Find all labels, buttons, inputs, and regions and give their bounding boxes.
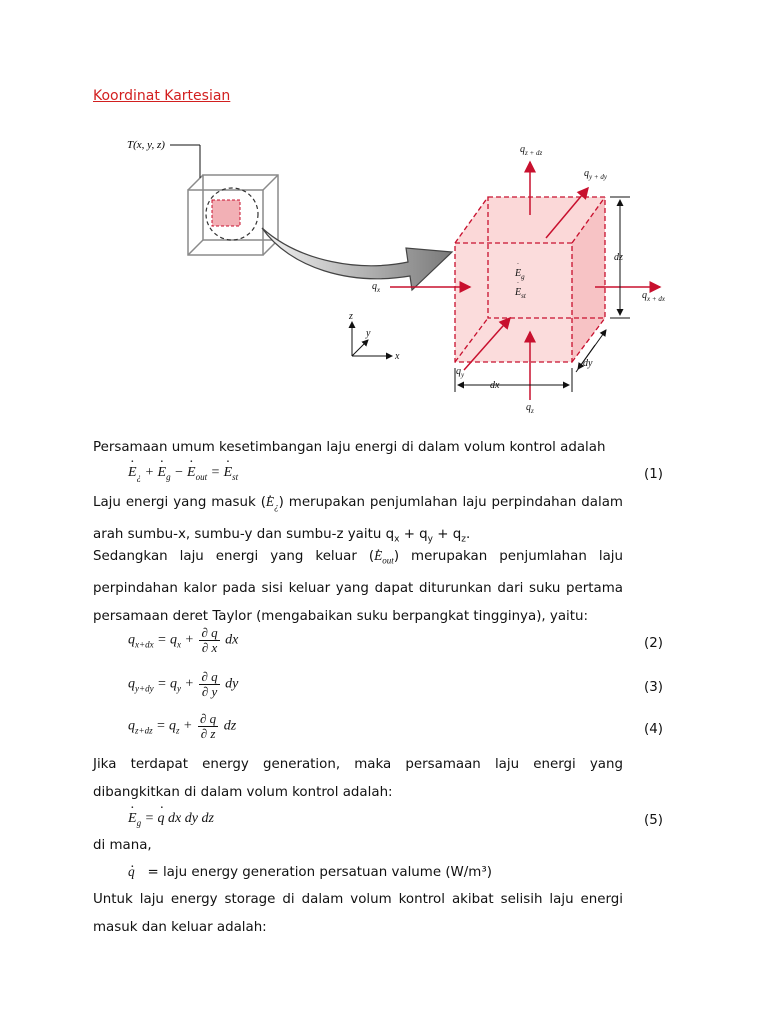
svg-text:Eg: $E_g$ bbox=[515, 268, 525, 281]
qz-label: q bbox=[526, 402, 531, 413]
qz-dz-label: q bbox=[520, 144, 525, 155]
paragraph-3: Sedangkan laju energi yang keluar (· $E_{out}$) merupakan penjumlahan laju perpindahan kalor pada sisi keluar yang dapat diturunkan dari suku pertama persamaan deret Taylor (mengabaikan suku berpangkat tingginya), yaitu: bbox=[93, 542, 623, 631]
dx-label: dx bbox=[490, 380, 500, 391]
dy-label: dy bbox=[583, 358, 593, 369]
paragraph-1: Persamaan umum kesetimbangan laju energi di dalam volum kontrol adalah bbox=[93, 440, 606, 455]
zoom-arrow bbox=[262, 228, 452, 290]
equation-number-2: (2) bbox=[644, 636, 663, 651]
equation-2: $q_{x+dx} = q_x$ + $\frac{\partial q}{\partial x}$ dx bbox=[128, 625, 239, 655]
equation-3: $q_{y+dy} = q_y$ + $\frac{\partial q}{\partial y}$ dy bbox=[128, 669, 239, 699]
eg-label: E bbox=[515, 268, 522, 279]
equation-4: $q_{z+dz} = q_z$ + $\frac{\partial q}{\partial z}$ dz bbox=[128, 711, 237, 741]
paragraph-5: di mana, bbox=[93, 838, 152, 853]
qy-dy-label: q bbox=[584, 168, 589, 179]
equation-number-3: (3) bbox=[644, 680, 663, 695]
equation-number-1: (1) bbox=[644, 467, 663, 482]
svg-text:qy + dy: $q_{y + dy}$ bbox=[584, 168, 607, 181]
svg-text:qx: $q_x$ bbox=[372, 281, 381, 294]
svg-text:Est: $E_{st}$ bbox=[515, 287, 526, 300]
qy-label: q bbox=[456, 366, 461, 377]
control-volume-figure bbox=[120, 130, 680, 430]
qx-label: q bbox=[372, 281, 377, 292]
paragraph-7: Untuk laju energy storage di dalam volum kontrol akibat selisih laju energi masuk dan keluar adalah: bbox=[93, 892, 623, 935]
definition-line: · q = laju energy generation persatuan valume (W/m³) bbox=[128, 858, 628, 887]
axes-indicator bbox=[352, 322, 392, 356]
paragraph-4: Jika terdapat energy generation, maka persamaan laju energi yang dibangkitkan di dalam volum kontrol adalah: bbox=[93, 757, 623, 800]
point-label: T(x, y, z) bbox=[127, 139, 165, 151]
svg-text:·: · bbox=[517, 279, 519, 287]
svg-text:qy: $q_y$ bbox=[456, 366, 465, 379]
small-element bbox=[212, 200, 240, 226]
equation-1: · $E_¿$ + · $E_g$ − · $E_{out}$ = · $E_{st}$ bbox=[128, 465, 238, 482]
equation-number-4: (4) bbox=[644, 722, 663, 737]
est-label: E bbox=[515, 287, 522, 298]
axis-x-label: x bbox=[395, 351, 400, 362]
equation-5: · $E_g$ = · q dx dy dz bbox=[128, 811, 214, 828]
axis-y-label: y bbox=[366, 328, 371, 339]
svg-text:qz + dz: $q_{z + dz}$ bbox=[520, 144, 543, 157]
section-heading: Koordinat Kartesian bbox=[93, 88, 231, 104]
paragraph-2: Laju energi yang masuk (· $E_¿$) merupakan penjumlahan laju perpindahan dalam arah sumbu-x, sumbu-y dan sumbu-z yaitu $q_x + q_y + q_z$. bbox=[93, 488, 623, 553]
svg-text:·: · bbox=[517, 260, 519, 268]
svg-text:qz: $q_z$ bbox=[526, 402, 534, 415]
equation-number-5: (5) bbox=[644, 813, 663, 828]
svg-text:qx + dx: $q_{x + dx}$ bbox=[642, 290, 665, 303]
qx-dx-label: q bbox=[642, 290, 647, 301]
axis-z-label: z bbox=[349, 311, 353, 322]
dz-label: dz bbox=[614, 252, 623, 263]
